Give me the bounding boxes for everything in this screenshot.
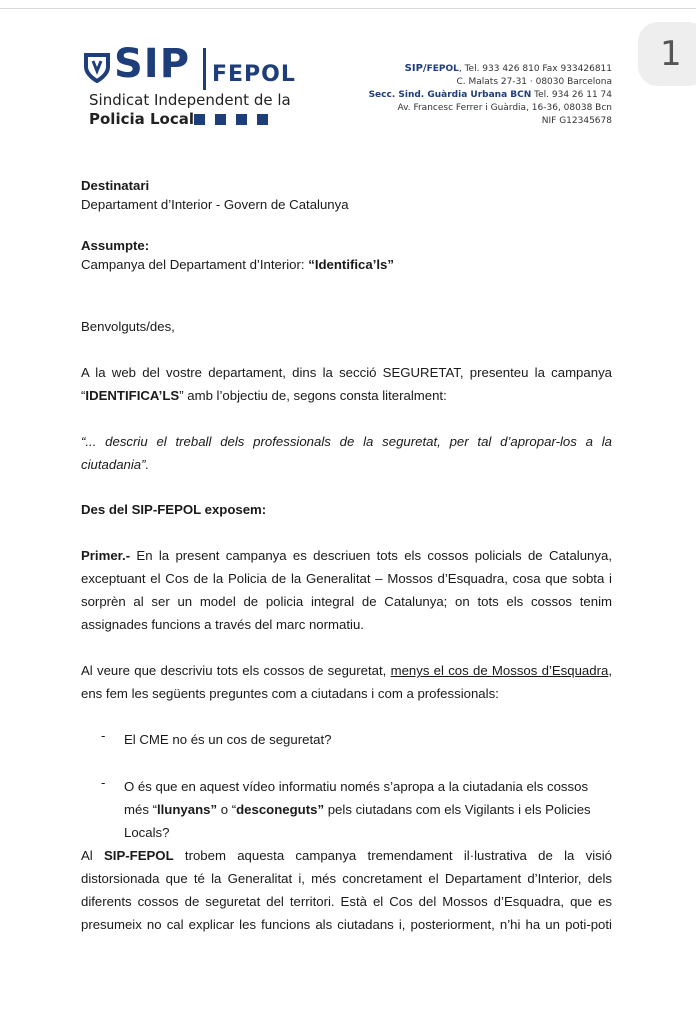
paragraph-primer: Primer.- En la present campanya es descriuen tots els cossos policials de Catalunya, exceptuant el Cos de la Policia de la Generalitat – Mossos d’Esquadra, cosa que sobta i sorprèn al ser un model de policia integral de Catalunya; on tots els cossos tenim assignades funcions a través del marc normatiu. — [81, 548, 612, 632]
page-number: 1 — [660, 34, 682, 74]
page-number-badge — [638, 22, 696, 86]
paragraph-conclusion: Al SIP-FEPOL trobem aquesta campanya tremendament il·lustrativa de la visió distorsionada que té la Generalitat i, més concretament el Departament d’Interior, dels diferents cossos de seguretat del territori. Està el Cos del Mossos d’Esquadra, que es presumeix no cal explicar les funcions als ciutadans i, posteriorment, n’hi ha un poti-poti — [81, 848, 613, 932]
contact-address-1: C. Malats 27-31 · 08030 Barcelona — [456, 77, 612, 87]
contact-block — [369, 62, 612, 128]
bullet-question-2: O és que en aquest vídeo informatiu només s’apropa a la ciutadania els cossos més “llunyans” o “desconeguts” pels ciutadans com els Vigilants i els Policies Locals? — [124, 779, 591, 840]
subject-block — [81, 236, 612, 274]
contact-section-line: Secc. Sind. Guàrdia Urbana BCN Tel. 934 26 11 74 — [368, 90, 612, 100]
bullet-marker-1: - — [101, 728, 106, 743]
subject-label: Assumpte: — [81, 238, 150, 253]
logo-divider — [203, 48, 206, 90]
contact-address-2: Av. Francesc Ferrer i Guàrdia, 16-36, 08038 Bcn — [397, 103, 612, 113]
shield-icon — [84, 53, 110, 83]
bullet-question-1: El CME no és un cos de seguretat? — [124, 732, 332, 747]
contact-org-line: SIP/FEPOL, Tel. 933 426 810 Fax 933426811 — [404, 63, 612, 74]
top-divider — [0, 8, 696, 9]
subject-value: Campanya del Departament d’Interior: “Identifica’ls” — [81, 257, 394, 272]
logo-subtitle-2: Policia Local — [89, 110, 194, 128]
campaign-quote: “... descriu el treball dels professionals de la seguretat, per tal d’apropar-los a la ciutadania”. — [81, 434, 612, 472]
recipient-label: Destinatari — [81, 178, 150, 193]
bullet-marker-2: - — [101, 775, 106, 790]
expose-heading: Des del SIP-FEPOL exposem: — [81, 502, 267, 517]
greeting: Benvolguts/des, — [81, 319, 175, 334]
logo-sip: SIP — [114, 41, 191, 87]
logo-fepol: FEPOL — [212, 62, 296, 87]
paragraph-intro: A la web del vostre departament, dins la secció SEGURETAT, presenteu la campanya “IDENTIFICA’LS” amb l’objectiu de, segons consta literalment: — [81, 365, 612, 403]
logo-subtitle-1: Sindicat Independent de la — [89, 91, 291, 109]
sip-fepol-logo — [84, 41, 344, 133]
logo-squares — [194, 114, 268, 125]
paragraph-questions-intro: Al veure que descriviu tots els cossos de seguretat, menys el cos de Mossos d’Esquadra, ens fem les següents preguntes com a ciutadans i com a professionals: — [81, 663, 612, 701]
contact-nif: NIF G12345678 — [541, 116, 612, 126]
recipient-block — [81, 176, 612, 214]
recipient-value: Departament d’Interior - Govern de Catalunya — [81, 197, 349, 212]
